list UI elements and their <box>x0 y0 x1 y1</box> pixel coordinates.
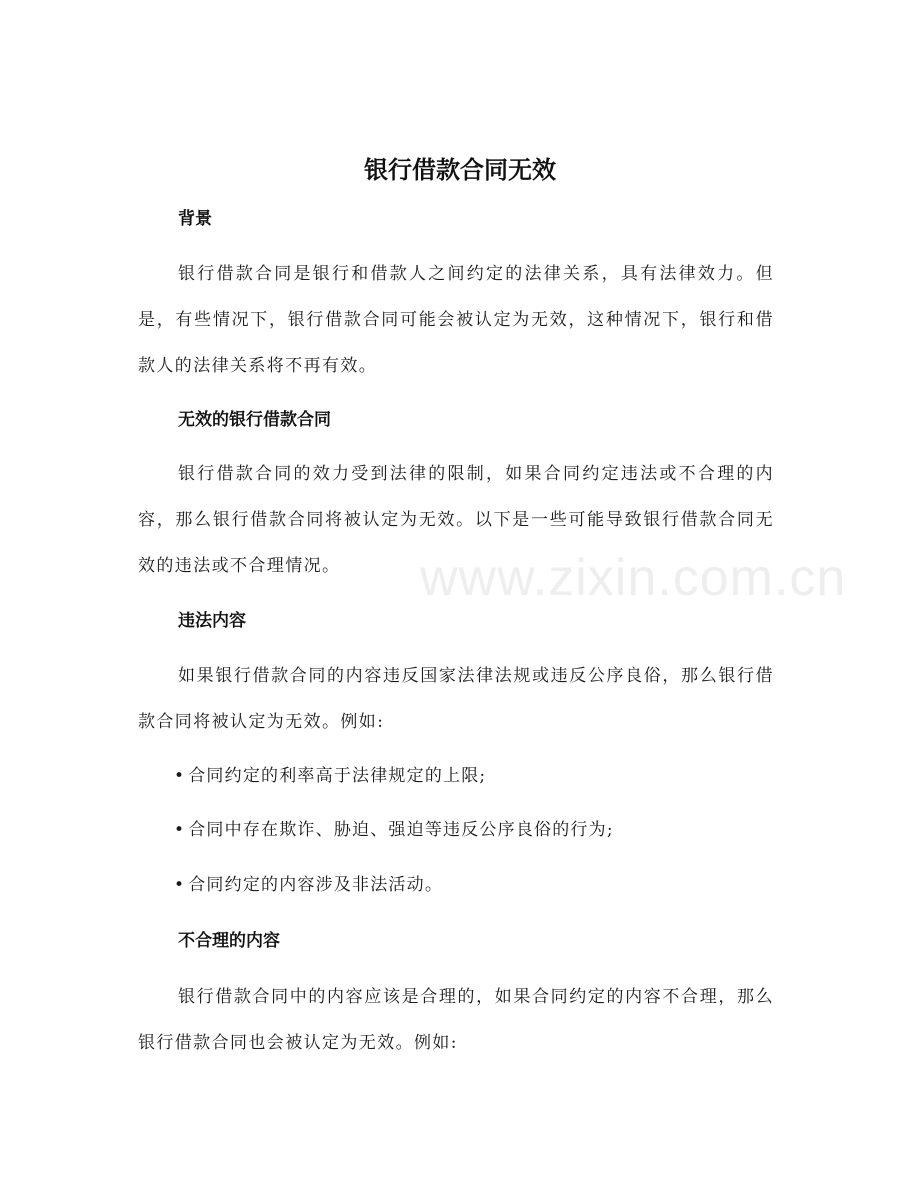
document-title: 银行借款合同无效 <box>364 156 556 184</box>
list-item <box>174 870 443 900</box>
section-heading-background: 背景 <box>178 209 212 229</box>
bullet-icon: • <box>174 820 186 840</box>
bullet-icon: • <box>174 875 186 895</box>
section-heading-unreasonable-content: 不合理的内容 <box>178 931 280 951</box>
section-paragraph-invalid-contract: 银行借款合同的效力受到法律的限制，如果合同约定违法或不合理的内容，那么银行借款合同将被认定为无效。以下是一些可能导致银行借款合同无效的违法或不合理情况。 <box>138 464 774 576</box>
bullet-icon: • <box>174 766 186 786</box>
section-paragraph-background: 银行借款合同是银行和借款人之间约定的法律关系，具有法律效力。但是，有些情况下，银行借款合同可能会被认定为无效，这种情况下，银行和借款人的法律关系将不再有效。 <box>138 264 774 376</box>
list-item <box>174 815 614 845</box>
list-item <box>174 761 486 791</box>
section-heading-invalid-contract: 无效的银行借款合同 <box>178 410 331 430</box>
watermark: www.zixin.com.cn <box>420 549 847 607</box>
list-item-text: 合同中存在欺诈、胁迫、强迫等违反公序良俗的行为; <box>188 820 614 840</box>
list-item-text: 合同约定的内容涉及非法活动。 <box>188 875 444 895</box>
section-heading-illegal-content: 违法内容 <box>178 611 246 631</box>
section-paragraph-illegal-content: 如果银行借款合同的内容违反国家法律法规或违反公序良俗，那么银行借款合同将被认定为无效。例如: <box>138 666 774 732</box>
section-paragraph-unreasonable-content: 银行借款合同中的内容应该是合理的，如果合同约定的内容不合理，那么银行借款合同也会被认定为无效。例如: <box>138 987 774 1053</box>
list-item-text: 合同约定的利率高于法律规定的上限; <box>188 766 487 786</box>
